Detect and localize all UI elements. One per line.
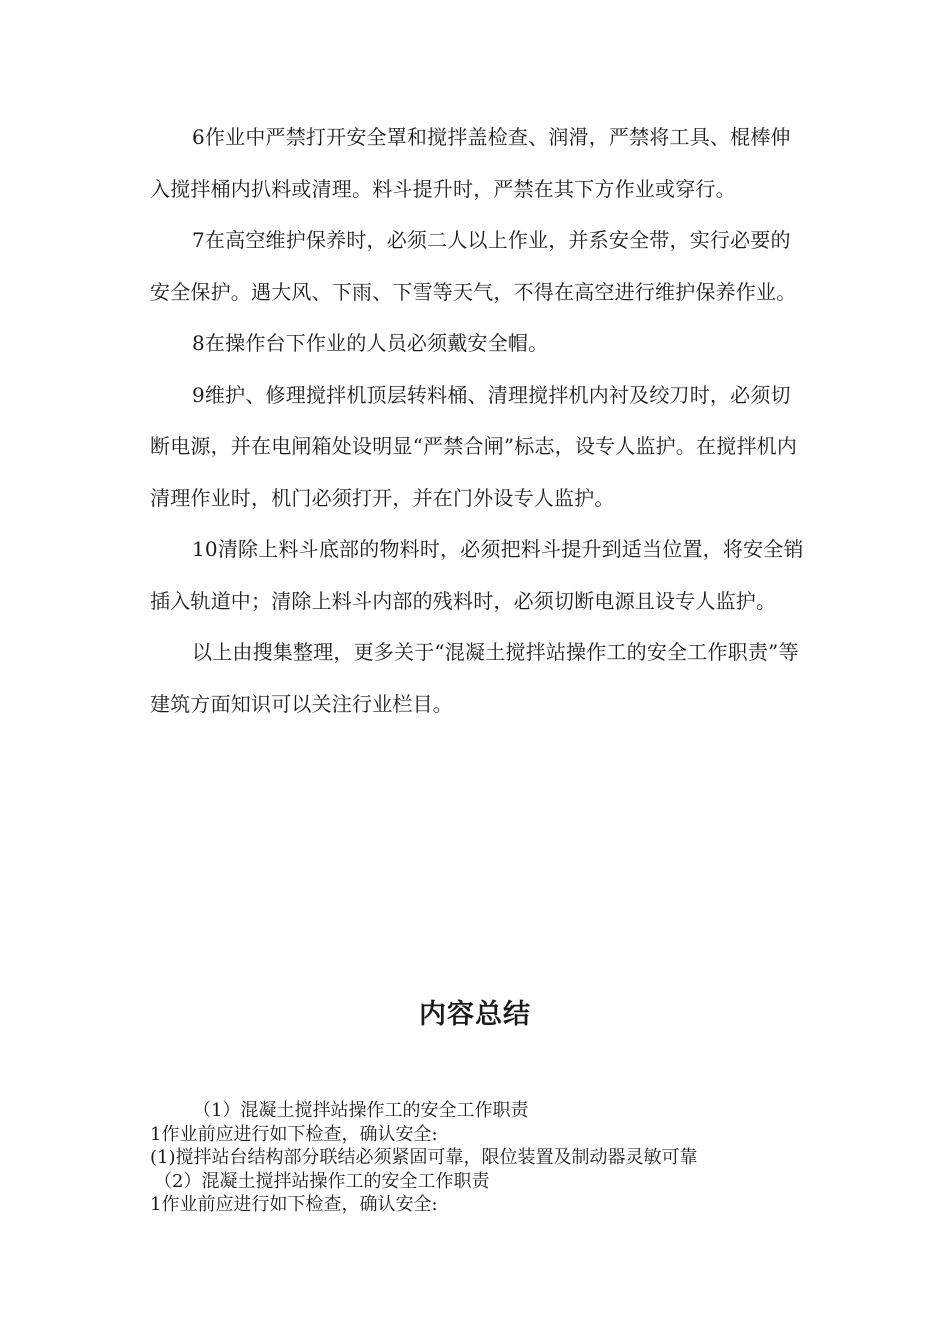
summary-line-5: 1作业前应进行如下检查，确认安全: — [150, 1194, 438, 1215]
summary-line-4: （2）混凝土搅拌站操作工的安全工作职责 — [154, 1170, 490, 1192]
paragraph-9: 9维护、修理搅拌机顶层转料桶、清理搅拌机内衬及绞刀时，必须切断电源，并在电闸箱处设明显“严禁合闸”标志，设专人监护。在搅拌机内清理作业时，机门必须打开，并在门外设专人监护。 — [150, 382, 798, 510]
summary-line-3: (1)搅拌站台结构部分联结必须紧固可靠，限位装置及制动器灵敏可靠 — [150, 1147, 698, 1168]
summary-title: 内容总结 — [419, 999, 531, 1030]
paragraph-10: 10清除上料斗底部的物料时，必须把料斗提升到适当位置，将安全销插入轨道中；清除上料斗内部的残料时，必须切断电源且设专人监护。 — [150, 537, 804, 613]
paragraph-8: 8在操作台下作业的人员必须戴安全帽。 — [192, 331, 549, 355]
paragraph-6: 6作业中严禁打开安全罩和搅拌盖检查、润滑，严禁将工具、棍棒伸入搅拌桶内扒料或清理。料斗提升时，严禁在其下方作业或穿行。 — [150, 125, 791, 201]
paragraph-closing: 以上由搜集整理，更多关于“混凝土搅拌站操作工的安全工作职责”等建筑方面知识可以关注行业栏目。 — [150, 640, 799, 716]
body-text — [150, 112, 810, 730]
paragraph-7: 7在高空维护保养时，必须二人以上作业，并系安全带，实行必要的安全保护。遇大风、下雨、下雪等天气，不得在高空进行维护保养作业。 — [150, 228, 797, 304]
summary-line-2: 1作业前应进行如下检查，确认安全: — [150, 1123, 438, 1145]
summary-line-1: （1）混凝土搅拌站操作工的安全工作职责 — [193, 1100, 529, 1121]
summary-block — [150, 1099, 850, 1217]
